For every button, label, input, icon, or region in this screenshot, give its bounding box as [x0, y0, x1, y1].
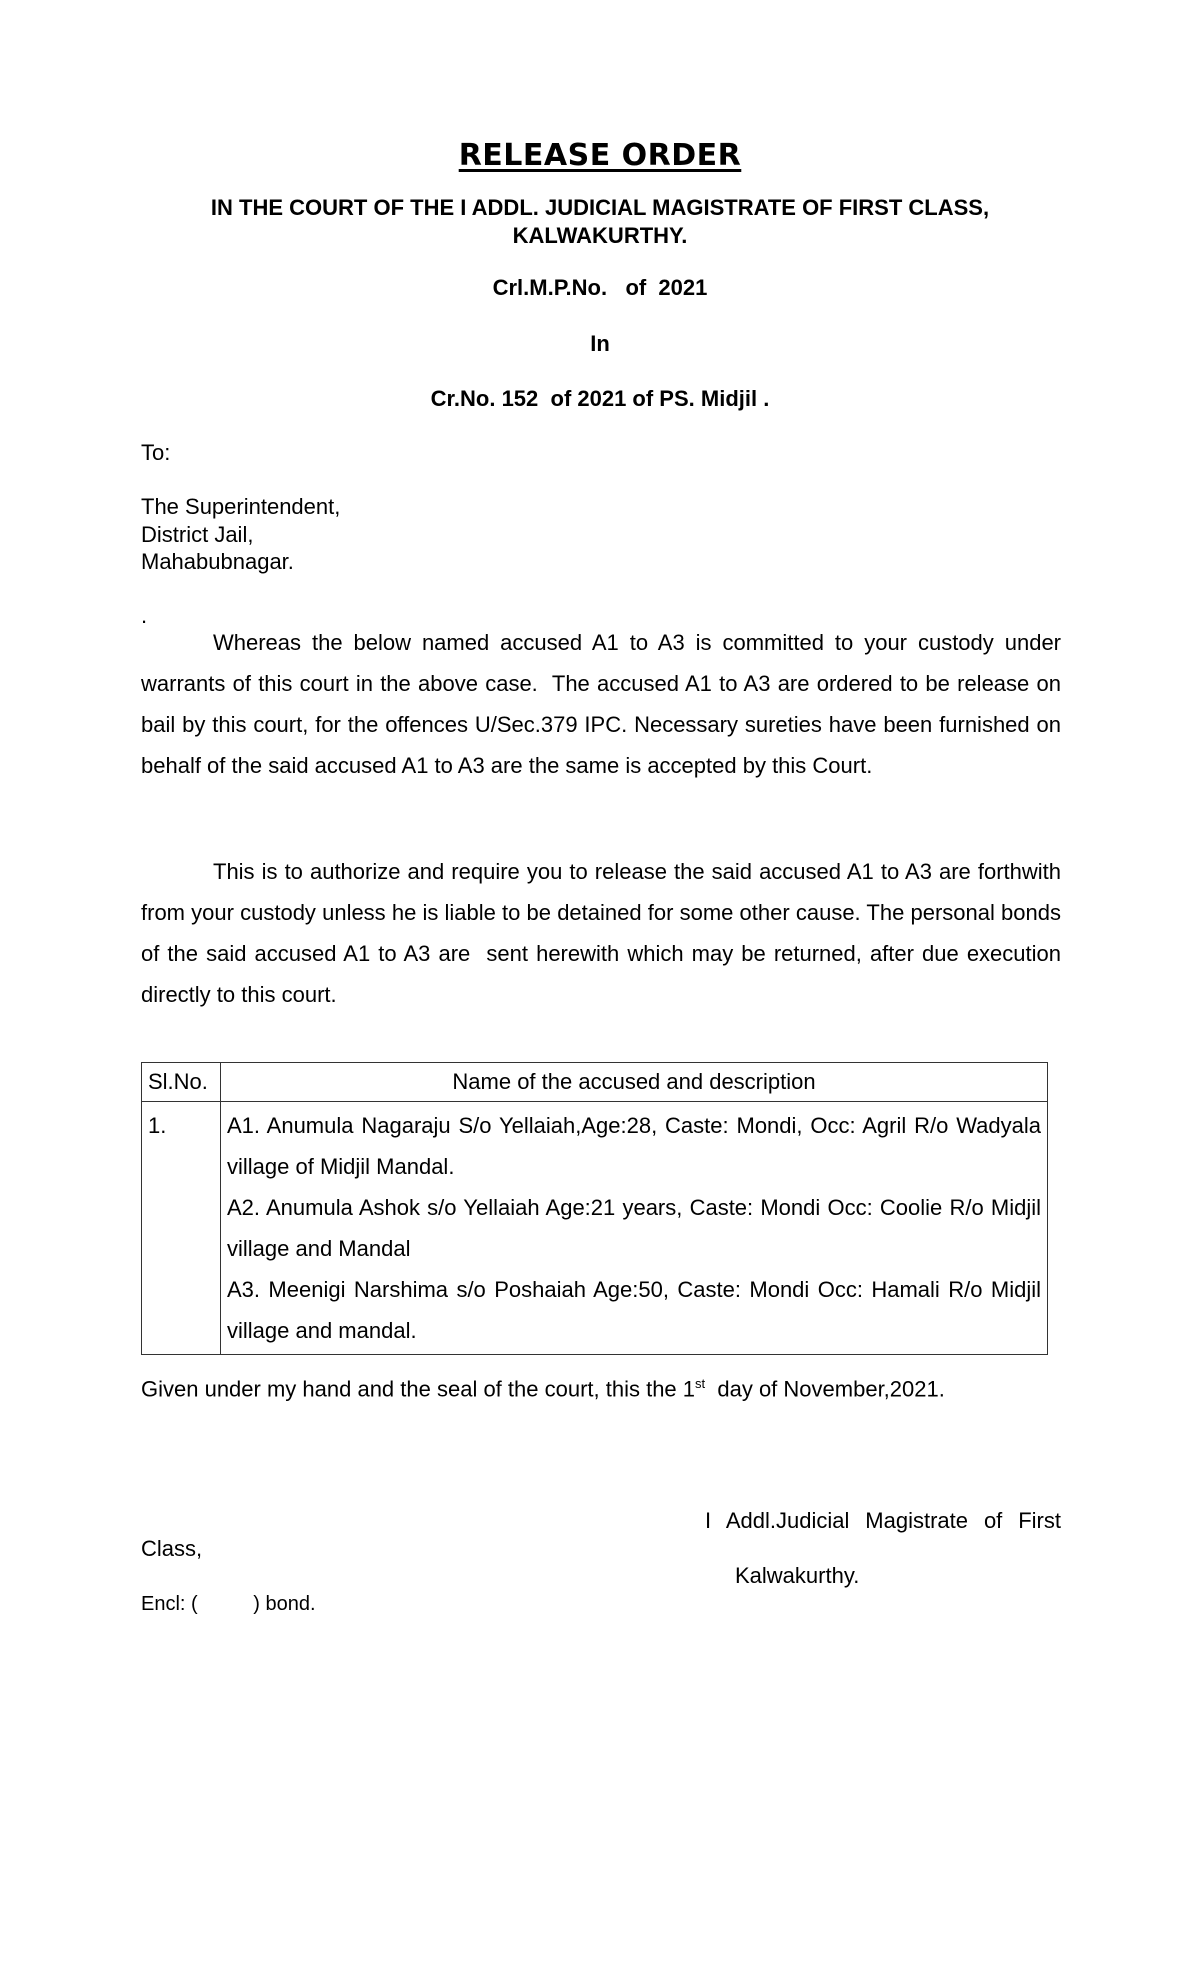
- case-number: Crl.M.P.No. of 2021: [492, 275, 708, 300]
- to-label: To:: [141, 440, 171, 465]
- cell-accused: [221, 1102, 1048, 1355]
- address-line-2: District Jail,: [141, 522, 254, 547]
- court-name-line-1: IN THE COURT OF THE I ADDL. JUDICIAL MAGISTRATE OF FIRST CLASS,: [210, 195, 990, 220]
- signature-line-3: Kalwakurthy.: [735, 1563, 860, 1588]
- cell-sl-no: 1.: [142, 1102, 221, 1355]
- header-sl-no: Sl.No.: [142, 1063, 221, 1102]
- day-suffix: st: [695, 1376, 706, 1391]
- enclosure-note: Encl: ( ) bond.: [141, 1593, 316, 1615]
- address-line-3: Mahabubnagar.: [141, 549, 294, 574]
- given-under-hand: [141, 1370, 945, 1403]
- accused-table: [141, 1062, 1048, 1355]
- paragraph-authorization: This is to authorize and require you to release the said accused A1 to A3 are forthwith from your custody unless he is liable to be detained for some other cause. The personal bonds of the said accused A1 to A3 are sent herewith which may be returned, after due execution directly to this court.: [141, 859, 1068, 1007]
- crime-number: Cr.No. 152 of 2021 of PS. Midjil .: [430, 386, 770, 411]
- separator-dot: .: [141, 603, 148, 628]
- accused-a2: A2. Anumula Ashok s/o Yellaiah Age:21 years, Caste: Mondi Occ: Coolie R/o Midjil village and Mandal: [227, 1195, 1041, 1261]
- accused-a3: A3. Meenigi Narshima s/o Poshaiah Age:50, Caste: Mondi Occ: Hamali R/o Midjil village and mandal.: [227, 1277, 1041, 1343]
- given-text: Given under my hand and the seal of the court, this the 1: [141, 1376, 696, 1402]
- header-accused: Name of the accused and description: [221, 1063, 1048, 1102]
- table-header-row: [142, 1063, 1048, 1102]
- table-row: [142, 1102, 1048, 1355]
- in-label: In: [590, 331, 610, 356]
- signature-line-1: I Addl.Judicial Magistrate of First: [705, 1508, 1061, 1533]
- signature-line-2: Class,: [141, 1536, 203, 1561]
- accused-a1: A1. Anumula Nagaraju S/o Yellaiah,Age:28, Caste: Mondi, Occ: Agril R/o Wadyala village of Midjil Mandal.: [227, 1113, 1041, 1179]
- court-name-line-2: KALWAKURTHY.: [512, 223, 688, 248]
- given-date: day of November,2021.: [705, 1376, 945, 1402]
- paragraph-custody: Whereas the below named accused A1 to A3 is committed to your custody under warrants of this court in the above case. The accused A1 to A3 are ordered to be release on bail by this court, for the offences U/Sec.379 IPC. Necessary sureties have been furnished on behalf of the said accused A1 to A3 are the same is accepted by this Court.: [141, 630, 1068, 778]
- document-title: RELEASE ORDER: [458, 138, 742, 173]
- address-line-1: The Superintendent,: [141, 494, 341, 519]
